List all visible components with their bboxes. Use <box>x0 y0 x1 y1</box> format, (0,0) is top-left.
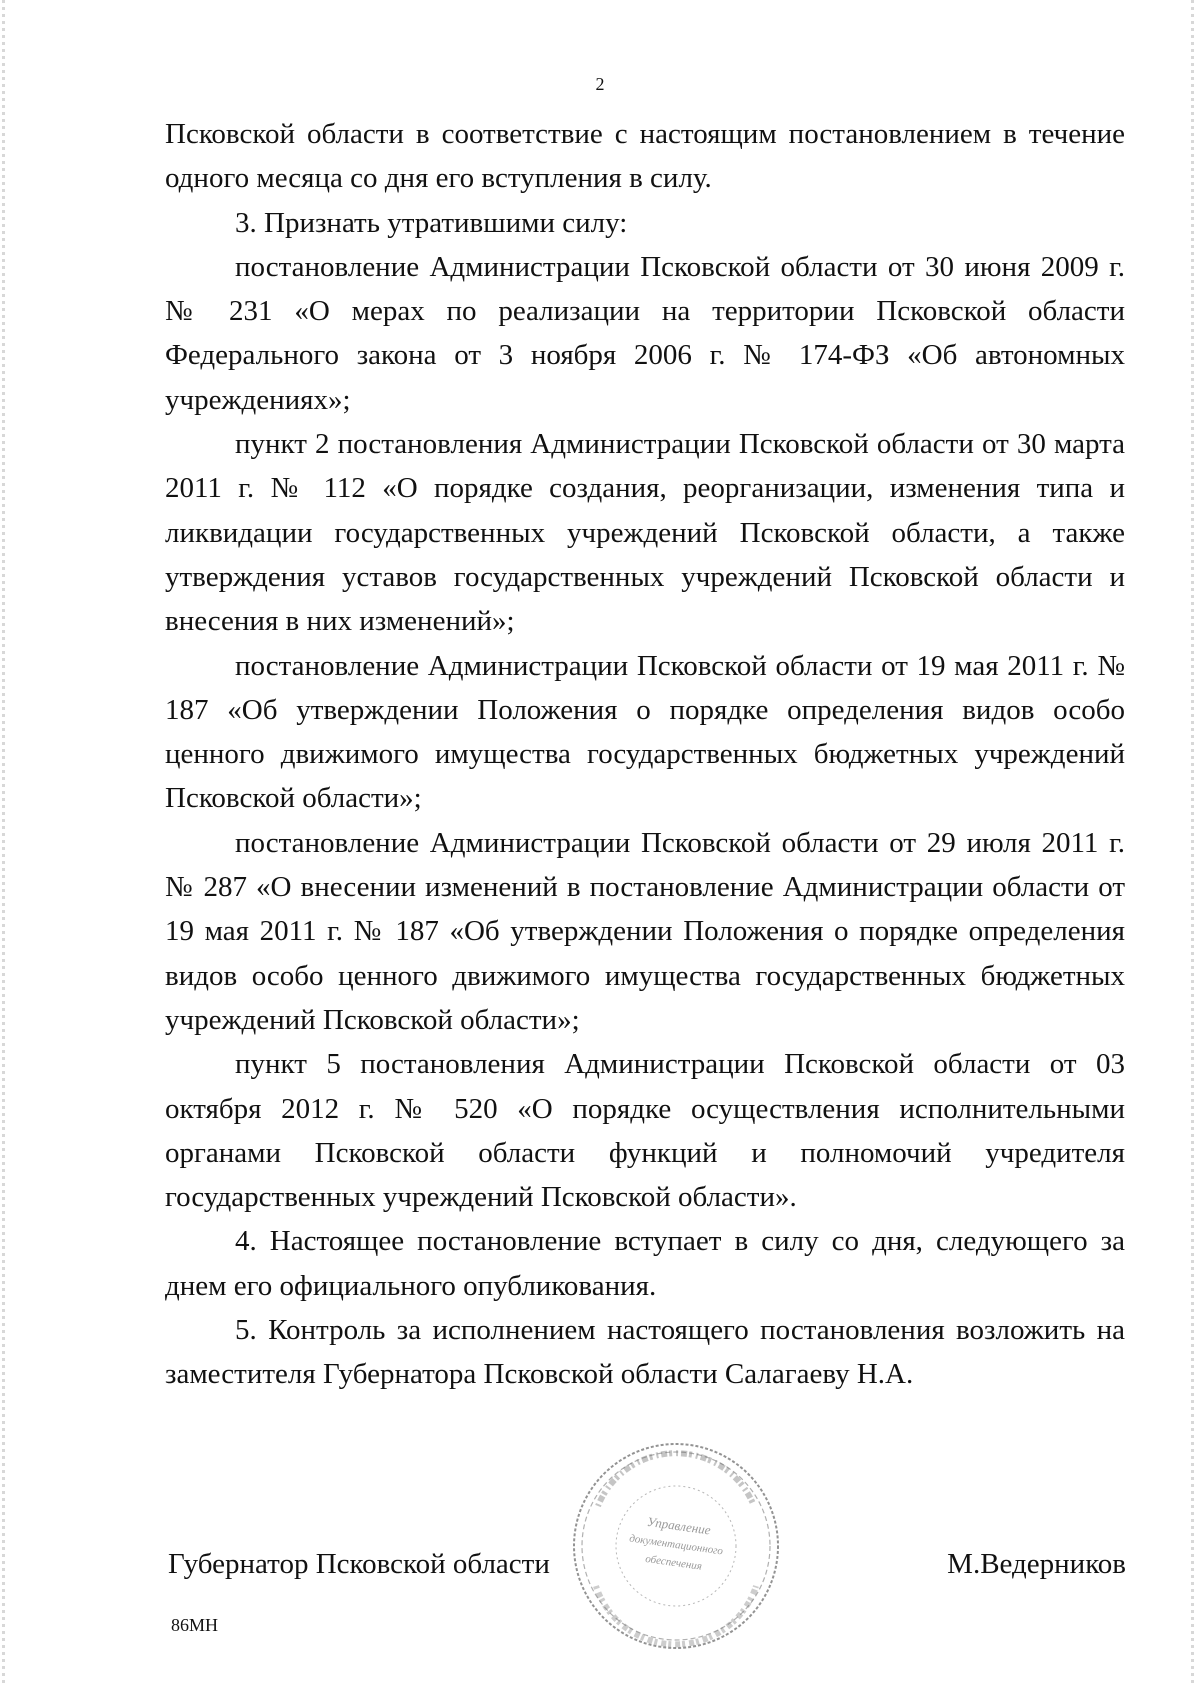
paragraph-item-5: 5. Контроль за исполнением настоящего постановления возложить на заместителя Губернатора Псковской области Салагаеву Н.А. <box>165 1314 1125 1391</box>
paragraph-item-4: 4. Настоящее постановление вступает в силу со дня, следующего за днем его официального опубликования. <box>165 1225 1125 1302</box>
document-body <box>165 112 1125 1397</box>
paragraph-item-3: 3. Признать утратившими силу: <box>235 206 628 239</box>
paragraph-continuation: Псковской области в соответствие с настоящим постановлением в течение одного месяца со дня его вступления в силу. <box>165 118 1125 195</box>
scan-edge-left <box>2 0 5 1686</box>
page-number: 2 <box>595 74 605 94</box>
paragraph-repeal-520: пункт 5 постановления Администрации Псковской области от 03 октября 2012 г. № 520 «О порядке осуществления исполнительными органами Псковской области функций и полномочий учредителя государственных учреждений Псковской области». <box>165 1048 1125 1214</box>
official-stamp <box>566 1436 786 1656</box>
paragraph-repeal-287: постановление Администрации Псковской области от 29 июля 2011 г. № 287 «О внесении изменений в постановление Администрации области от 19 мая 2011 г. № 187 «Об утверждении Положения о порядке определения видов особо ценного движимого имущества государственных бюджетных учреждений Псковской области»; <box>165 826 1125 1036</box>
signatory-name: М.Ведерников <box>947 1548 1126 1580</box>
stamp-ring-lettering-bottom <box>596 1586 756 1644</box>
paragraph-repeal-231: постановление Администрации Псковской области от 30 июня 2009 г. № 231 «О мерах по реализации на территории Псковской области Федерального закона от 3 ноября 2006 г. № 174-ФЗ «Об автономных учреждениях»; <box>165 250 1125 416</box>
paragraph-repeal-112: пункт 2 постановления Администрации Псковской области от 30 марта 2011 г. № 112 «О порядке создания, реорганизации, изменения типа и ликвидации государственных учреждений Псковской области, а также утверждения уставов государственных учреждений Псковской области и внесения в них изменений»; <box>165 428 1125 638</box>
stamp-text-line-1: Управление <box>646 1513 712 1538</box>
document-code: 86МН <box>171 1615 219 1635</box>
stamp-text-line-2: документационного <box>628 1532 724 1558</box>
stamp-ring-lettering-top <box>598 1453 754 1506</box>
scan-edge-right <box>1191 0 1194 1686</box>
signatory-position: Губернатор Псковской области <box>168 1548 550 1580</box>
stamp-text-line-3: обеспечения <box>644 1552 703 1573</box>
paragraph-repeal-187: постановление Администрации Псковской области от 19 мая 2011 г. № 187 «Об утверждении Положения о порядке определения видов особо ценного движимого имущества государственных бюджетных учреждений Псковской области»; <box>165 649 1125 815</box>
